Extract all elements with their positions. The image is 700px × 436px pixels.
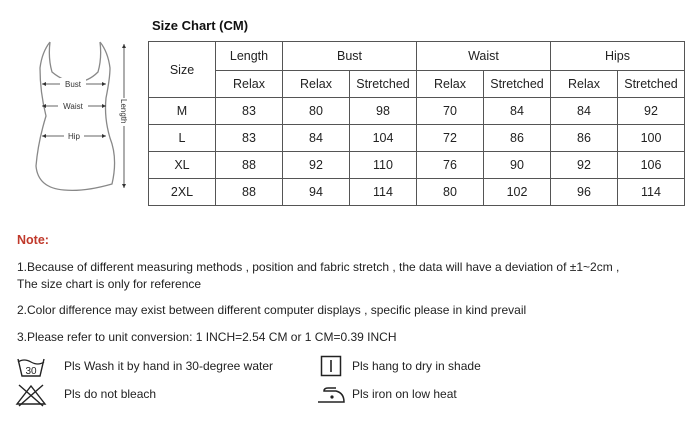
header-waist: Waist	[417, 42, 551, 71]
table-cell: 102	[484, 179, 551, 206]
hip-label: Hip	[67, 132, 81, 141]
hand-wash-30-icon	[16, 356, 46, 378]
header-length: Length	[216, 42, 283, 71]
care-bleach-text: Pls do not bleach	[64, 387, 157, 401]
table-cell: M	[149, 98, 216, 125]
table-cell: 92	[551, 152, 618, 179]
table-cell: L	[149, 125, 216, 152]
table-cell: 114	[350, 179, 417, 206]
table-cell: 90	[484, 152, 551, 179]
table-cell: 83	[216, 125, 283, 152]
table-cell: 92	[618, 98, 685, 125]
subheader-cell: Relax	[283, 71, 350, 98]
length-label: Length	[119, 99, 128, 124]
size-header: Size	[149, 42, 216, 98]
iron-low-heat-icon	[316, 385, 348, 405]
table-row	[149, 98, 685, 125]
waist-label: Waist	[63, 102, 83, 111]
bust-label: Bust	[64, 80, 82, 89]
subheader-cell: Stretched	[618, 71, 685, 98]
table-cell: 88	[216, 179, 283, 206]
table-cell: 110	[350, 152, 417, 179]
subheader-cell: Stretched	[350, 71, 417, 98]
wash-temp-label: 30	[25, 366, 37, 377]
table-cell: 84	[283, 125, 350, 152]
table-cell: 92	[283, 152, 350, 179]
table-cell: 84	[551, 98, 618, 125]
table-cell: 86	[484, 125, 551, 152]
note-line-1b: The size chart is only for reference	[17, 277, 202, 291]
care-wash-text: Pls Wash it by hand in 30-degree water	[64, 359, 273, 373]
subheader-cell: Stretched	[484, 71, 551, 98]
dress-sketch-illustration	[14, 38, 134, 198]
table-cell: 2XL	[149, 179, 216, 206]
chart-title: Size Chart (CM)	[152, 18, 249, 33]
table-cell: 76	[417, 152, 484, 179]
table-cell: 96	[551, 179, 618, 206]
table-cell: 80	[417, 179, 484, 206]
table-row	[149, 152, 685, 179]
table-row	[149, 125, 685, 152]
table-cell: 100	[618, 125, 685, 152]
note-heading: Note:	[17, 233, 49, 247]
header-hips: Hips	[551, 42, 685, 71]
subheader-cell: Relax	[551, 71, 618, 98]
table-cell: 88	[216, 152, 283, 179]
table-cell: 70	[417, 98, 484, 125]
note-line-1a: 1.Because of different measuring methods , position and fabric stretch , the data will have a deviation of ±1~2cm ,	[17, 260, 620, 274]
table-cell: 94	[283, 179, 350, 206]
care-iron-text: Pls iron on low heat	[352, 387, 457, 401]
table-header-row	[149, 42, 685, 71]
table-row	[149, 179, 685, 206]
table-cell: 104	[350, 125, 417, 152]
table-cell: 86	[551, 125, 618, 152]
hang-dry-shade-icon	[320, 355, 342, 377]
table-cell: 80	[283, 98, 350, 125]
table-cell: XL	[149, 152, 216, 179]
table-cell: 106	[618, 152, 685, 179]
table-cell: 98	[350, 98, 417, 125]
size-chart-table	[148, 41, 685, 206]
note-line-3: 3.Please refer to unit conversion: 1 INCH=2.54 CM or 1 CM=0.39 INCH	[17, 330, 397, 344]
subheader-cell: Relax	[417, 71, 484, 98]
care-hang-text: Pls hang to dry in shade	[352, 359, 481, 373]
table-cell: 114	[618, 179, 685, 206]
dress-outline	[36, 42, 115, 190]
table-cell: 84	[484, 98, 551, 125]
table-cell: 83	[216, 98, 283, 125]
table-cell: 72	[417, 125, 484, 152]
note-line-2: 2.Color difference may exist between different computer displays , specific please in kind prevail	[17, 303, 527, 317]
table-subheader-row	[149, 71, 685, 98]
header-bust: Bust	[283, 42, 417, 71]
subheader-cell: Relax	[216, 71, 283, 98]
do-not-bleach-icon	[15, 383, 47, 407]
